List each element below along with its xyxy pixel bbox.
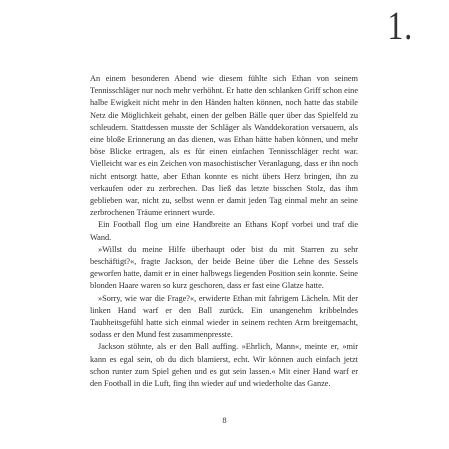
chapter-number: 1. bbox=[387, 3, 413, 48]
paragraph: »Willst du meine Hilfe überhaupt oder bist du mit Starren zu sehr beschäftigt?«, fragte Jackson, der beide Beine über die Lehne des Sessels geworfen hatte, damit er in einer halbwegs liegenden Position sein konnte. Seine blonden Haare waren so kurz geschoren, dass er fast eine Glatze hatte. bbox=[90, 244, 358, 291]
paragraph: An einem besonderen Abend wie diesem fühlte sich Ethan von seinem Tennisschläger nur noch mehr verhöhnt. Er hatte den schlanken Griff schon eine halbe Ewigkeit nicht mehr in den Händen halten können, noch hatte das stabile Netz die Möglichkeit gehabt, einen der gelben Bälle quer über das Spielfeld zu schleudern. Stattdessen musste der Schläger als Wanddekoration versauern, als eine bloße Erinnerung an das dienen, was Ethan hätte haben können, und mehr böse Blicke ertragen, als es für einen einfachen Tennisschläger recht war. Vielleicht war es ein Zeichen von masochistischer Veranlagung, dass er ihn noch nicht entsorgt hatte, aber Ethan konnte es nicht übers Herz bringen, ihn zu verkaufen oder zu zerbrechen. Das ließ das letzte bisschen Stolz, das ihm geblieben war, nicht zu, selbst wenn er damit jeden Tag einmal mehr an seine zerbrochenen Träume erinnert wurde. bbox=[90, 74, 358, 218]
page-number: 8 bbox=[222, 415, 227, 425]
paragraph: Jackson stöhnte, als er den Ball auffing. »Ehrlich, Mann«, meinte er, »mir kann es egal sein, ob du dich blamierst, echt. Wir können auch einfach jetzt schon runter zum Spiel gehen und es gut sein lassen.« Mit einer Hand warf er den Football in die Luft, fing ihn wieder auf und wiederholte das Ganze. bbox=[90, 342, 358, 389]
paragraph: »Sorry, wie war die Frage?«, erwiderte Ethan mit fahrigem Lächeln. Mit der linken Hand warf er den Ball zurück. Ein unangenehm kribbelndes Taubheitsgefühl hatte sich einmal wieder in seinem rechten Arm breitgemacht, sodass er den Mund fest zusammenpresste. bbox=[90, 293, 358, 340]
body-text bbox=[90, 73, 358, 390]
paragraph: Ein Football flog um eine Handbreite an Ethans Kopf vorbei und traf die Wand. bbox=[90, 220, 358, 242]
